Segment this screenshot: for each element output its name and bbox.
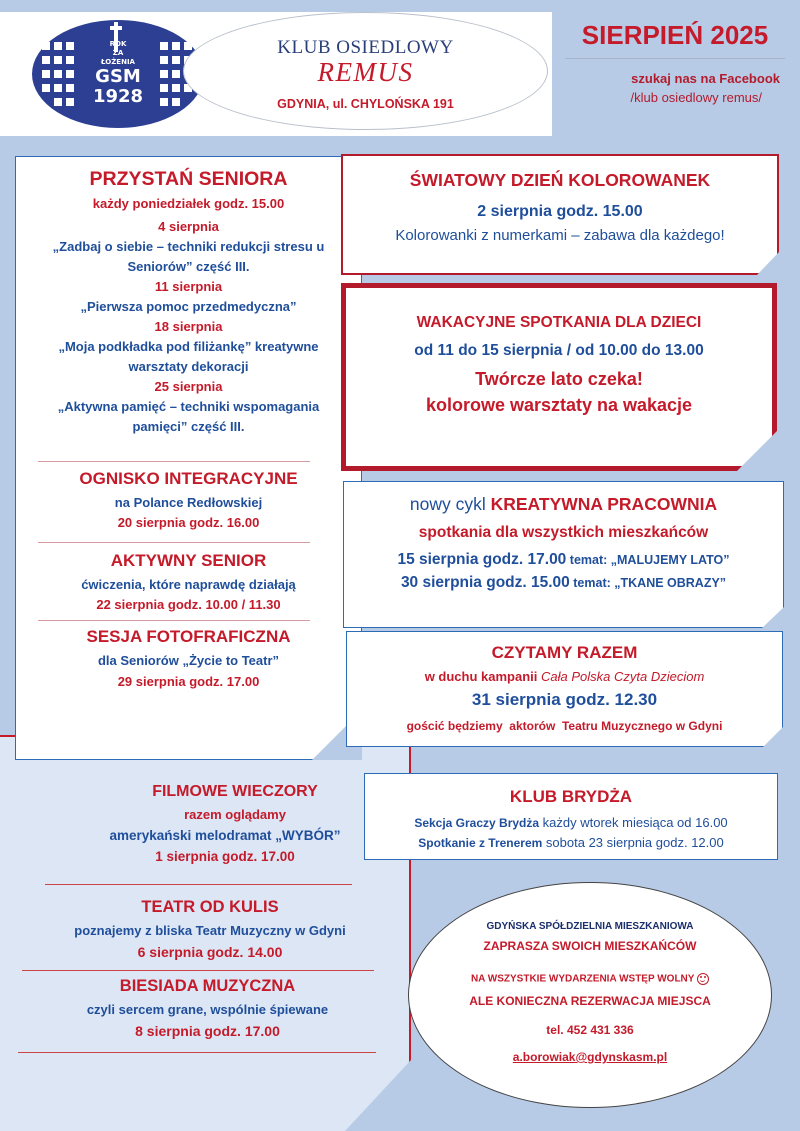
invitation-phone[interactable]: tel. 452 431 336	[546, 1023, 634, 1037]
active-senior-title: AKTYWNY SENIOR	[110, 551, 267, 570]
feast-desc: czyli sercem grane, wspólnie śpiewane	[86, 1002, 329, 1017]
facebook-line: szukaj nas na Facebook	[631, 71, 780, 86]
header-divider	[565, 58, 785, 59]
seniors-item-topic: „Moja podkładka pod filiżankę” kreatywne warsztaty dekoracji	[58, 339, 319, 374]
section-divider	[22, 970, 374, 971]
active-senior-section	[15, 551, 362, 612]
invitation-free-entry-text: NA WSZYSTKIE WYDARZENIA WSTĘP WOLNY	[470, 973, 695, 985]
film-title: FILMOWE WIECZORY	[152, 783, 318, 800]
seniors-item-date: 11 sierpnia	[154, 279, 223, 294]
seniors-item-date: 4 sierpnia	[158, 219, 219, 234]
creative-session-when: 30 sierpnia godz. 15.00	[400, 574, 570, 591]
kids-line-2: kolorowe warsztaty na wakacje	[425, 395, 693, 415]
crest-year-label: ZA	[112, 49, 124, 57]
bridge-row-label: Sekcja Graczy Brydża	[414, 816, 540, 830]
active-senior-desc: ćwiczenia, które naprawdę działają	[81, 577, 296, 592]
crest-founding-year: 1928	[92, 86, 144, 107]
crest-gsm: GSM	[95, 66, 141, 87]
photo-session-when: 29 sierpnia godz. 17.00	[117, 674, 260, 689]
reading-campaign-prefix: w duchu kampanii	[424, 669, 541, 684]
kids-when: od 11 do 15 sierpnia / od 10.00 do 13.00	[414, 342, 704, 359]
section-divider	[18, 1052, 376, 1053]
seniors-item-topic: „Pierwsza pomoc przedmedyczna”	[80, 299, 297, 314]
invitation-org: GDYŃSKA SPÓŁDZIELNIA MIESZKANIOWA	[486, 921, 694, 932]
creative-prefix: nowy cykl	[409, 494, 491, 514]
crest-year-label: ROK	[109, 40, 127, 48]
coloring-when: 2 sierpnia godz. 15.00	[477, 203, 643, 220]
bonfire-section	[15, 469, 362, 530]
club-name: REMUS	[317, 57, 414, 87]
active-senior-when: 22 sierpnia godz. 10.00 / 11.30	[96, 597, 281, 612]
creative-session-topic: „TKANE OBRAZY”	[614, 576, 727, 590]
film-section	[60, 783, 390, 864]
seniors-title: PRZYSTAŃ SENIORA	[89, 168, 288, 190]
facebook-handle[interactable]: /klub osiedlowy remus/	[630, 90, 762, 105]
bridge-title: KLUB BRYDŻA	[509, 787, 633, 806]
creative-session	[343, 551, 784, 569]
invitation-email[interactable]: a.borowiak@gdynskasm.pl	[512, 1050, 668, 1064]
creative-session-label: temat:	[569, 576, 615, 590]
month-title: SIERPIEŃ 2025	[581, 20, 769, 50]
theatre-section	[15, 898, 405, 960]
bridge-section	[364, 787, 778, 850]
seniors-item-date: 25 sierpnia	[154, 379, 223, 394]
section-divider	[45, 884, 352, 885]
reading-campaign	[346, 669, 783, 684]
bonfire-title: OGNISKO INTEGRACYJNE	[79, 469, 298, 488]
reading-when: 31 sierpnia godz. 12.30	[471, 690, 658, 709]
crest-year-label: ŁOŻENIA	[101, 58, 135, 66]
invitation-headline: ZAPRASZA SWOICH MIESZKAŃCÓW	[483, 939, 697, 953]
kids-section	[341, 314, 777, 416]
seniors-schedule: każdy poniedziałek godz. 15.00	[92, 196, 285, 211]
club-name-oval	[183, 12, 548, 130]
photo-session-desc-prefix: dla Seniorów	[97, 653, 183, 668]
section-divider	[38, 620, 310, 621]
feast-section	[15, 977, 400, 1039]
seniors-item-date: 18 sierpnia	[154, 319, 223, 334]
invitation-free-entry	[408, 973, 772, 985]
film-when: 1 sierpnia godz. 17.00	[155, 849, 295, 864]
bonfire-place: na Polance Redłowskiej	[114, 495, 263, 510]
page-curl-corner	[737, 431, 777, 471]
feast-when: 8 sierpnia godz. 17.00	[135, 1023, 280, 1039]
creative-session-when: 15 sierpnia godz. 17.00	[397, 551, 567, 568]
club-title: KLUB OSIEDLOWY	[277, 37, 454, 58]
kids-line-1: Twórcze lato czeka!	[475, 369, 643, 389]
reading-title: CZYTAMY RAZEM	[491, 643, 638, 662]
bridge-row-label: Spotkanie z Trenerem	[418, 836, 543, 850]
reading-guests: gościć będziemy aktorów Teatru Muzycznego w Gdyni	[406, 719, 723, 733]
photo-session-quote: „Życie to Teatr”	[182, 653, 280, 668]
photo-session-title: SESJA FOTOFRAFICZNA	[86, 627, 291, 646]
film-line-1: razem oglądamy	[184, 807, 286, 822]
seniors-item-topic: „Aktywna pamięć – techniki wspomagania pamięci” część III.	[57, 399, 320, 434]
section-divider	[38, 542, 310, 543]
crest-logo	[30, 18, 205, 130]
section-divider	[38, 461, 310, 462]
reading-campaign-name: Cała Polska Czyta Dzieciom	[541, 669, 705, 684]
photo-session-section	[15, 627, 362, 689]
seniors-section	[15, 168, 362, 437]
creative-session	[343, 574, 784, 592]
creative-sub: spotkania dla wszystkich mieszkańców	[418, 524, 709, 541]
theatre-title: TEATR OD KULIS	[141, 898, 279, 916]
bridge-row	[364, 815, 778, 830]
page-curl-corner	[345, 1060, 411, 1131]
page-curl-corner	[762, 607, 784, 628]
theatre-when: 6 sierpnia godz. 14.00	[137, 944, 283, 960]
kids-title: WAKACYJNE SPOTKANIA DLA DZIECI	[416, 314, 702, 331]
creative-section	[343, 494, 784, 592]
bridge-row-detail: każdy wtorek miesiąca od 16.00	[539, 815, 728, 830]
creative-session-label: temat:	[566, 553, 611, 567]
theatre-desc: poznajemy z bliska Teatr Muzyczny w Gdyni	[74, 923, 346, 938]
coloring-desc: Kolorowanki z numerkami – zabawa dla każdego!	[395, 227, 725, 244]
feast-title: BIESIADA MUZYCZNA	[119, 977, 296, 995]
bonfire-when: 20 sierpnia godz. 16.00	[117, 515, 260, 530]
bridge-row	[364, 835, 778, 850]
club-address: GDYNIA, ul. CHYLOŃSKA 191	[277, 97, 454, 111]
coloring-title: ŚWIATOWY DZIEŃ KOLOROWANEK	[409, 170, 711, 190]
smiley-icon	[697, 973, 709, 985]
invitation-section	[408, 921, 772, 1064]
seniors-item-topic: „Zadbaj o siebie – techniki redukcji stresu u Seniorów” część III.	[52, 239, 325, 274]
coloring-section	[341, 170, 779, 244]
creative-heading	[343, 494, 784, 515]
creative-session-topic: „MALUJEMY LATO”	[610, 553, 730, 567]
bridge-row-detail: sobota 23 sierpnia godz. 12.00	[542, 835, 724, 850]
photo-session-desc	[15, 653, 362, 668]
page-curl-corner	[757, 252, 779, 275]
creative-title: KREATYWNA PRACOWNIA	[490, 494, 718, 514]
reading-section	[346, 643, 783, 733]
film-line-2: amerykański melodramat „WYBÓR”	[109, 828, 341, 843]
invitation-reservation: ALE KONIECZNA REZERWACJA MIEJSCA	[469, 994, 711, 1008]
